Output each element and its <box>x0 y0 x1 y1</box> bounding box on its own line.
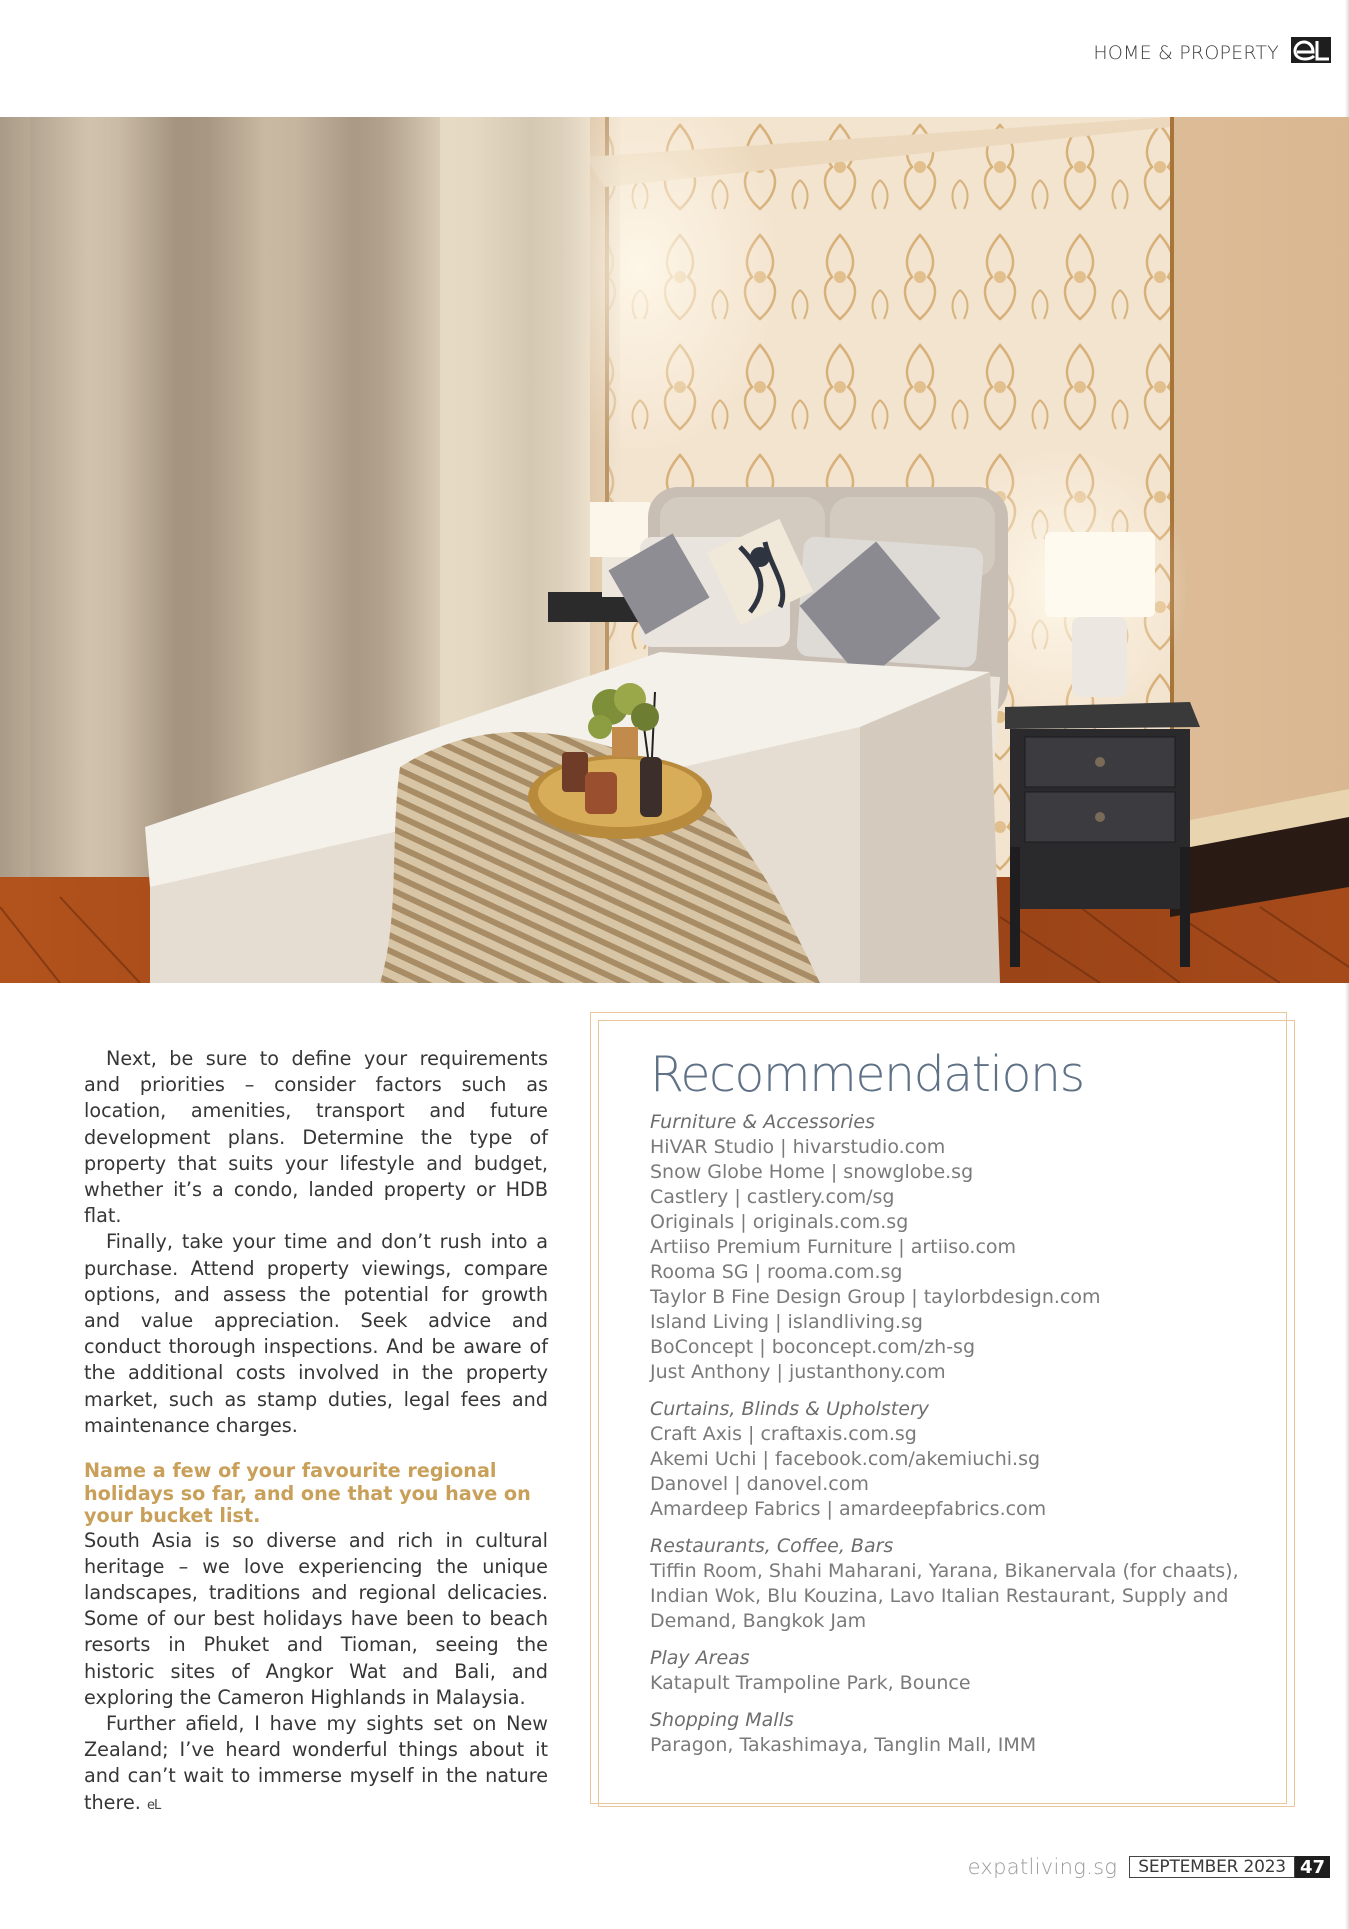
interview-question: Name a few of your favourite regional holidays so far, and one that you have on your bucket list. <box>84 1459 531 1528</box>
rec-item: Taylor B Fine Design Group | taylorbdesign.com <box>650 1286 1101 1308</box>
page-header <box>1093 30 1331 70</box>
rec-item: HiVAR Studio | hivarstudio.com <box>650 1136 946 1158</box>
rec-item: Amardeep Fabrics | amardeepfabrics.com <box>650 1498 1047 1520</box>
rec-item: Paragon, Takashimaya, Tanglin Mall, IMM <box>650 1734 1037 1756</box>
recommendations-title: Recommendations <box>650 1046 1084 1103</box>
rec-item: Danovel | danovel.com <box>650 1473 869 1495</box>
rec-item: Katapult Trampoline Park, Bounce <box>650 1672 971 1694</box>
article-body <box>84 1046 548 1819</box>
article-paragraph: Finally, take your time and don’t rush into a purchase. Attend property viewings, compare options, and assess the potential for growth and value appreciation. Seek advice and conduct thorough inspections. And be aware of the additional costs involved in the property market, such as stamp duties, legal fees and maintenance charges. <box>84 1230 548 1437</box>
rec-item: Tiffin Room, Shahi Maharani, Yarana, Bikanervala (for chaats), Indian Wok, Blu Kouzina, Lavo Italian Restaurant, Supply and Demand, Bangkok Jam <box>650 1560 1239 1632</box>
rec-category: Shopping Malls <box>650 1709 794 1731</box>
rec-group-shopping-malls <box>650 1708 1270 1758</box>
rec-group-furniture <box>650 1110 1270 1385</box>
rec-category: Furniture & Accessories <box>650 1111 875 1133</box>
recommendations-box <box>650 1046 1270 1770</box>
rec-group-curtains <box>650 1397 1270 1522</box>
rec-item: Craft Axis | craftaxis.com.sg <box>650 1423 917 1445</box>
page-number: 47 <box>1295 1856 1330 1878</box>
rec-item: Originals | originals.com.sg <box>650 1211 909 1233</box>
answer-text: Further afield, I have my sights set on New Zealand; I’ve heard wonderful things about it and can’t wait to immerse myself in the nature there. <box>84 1711 548 1814</box>
rec-item: Akemi Uchi | facebook.com/akemiuchi.sg <box>650 1448 1041 1470</box>
rec-category: Restaurants, Coffee, Bars <box>650 1535 894 1557</box>
issue-date: SEPTEMBER 2023 <box>1129 1856 1295 1878</box>
rec-category: Curtains, Blinds & Upholstery <box>650 1398 930 1420</box>
bedroom-photo <box>0 117 1349 983</box>
rec-item: Island Living | islandliving.sg <box>650 1311 923 1333</box>
interview-answer <box>84 1711 548 1819</box>
rec-group-restaurants <box>650 1534 1270 1634</box>
rec-item: BoConcept | boconcept.com/zh-sg <box>650 1336 976 1358</box>
rec-item: Artiiso Premium Furniture | artiiso.com <box>650 1236 1017 1258</box>
expat-living-logo-icon <box>1291 37 1331 63</box>
website-label: expatliving.sg <box>967 1855 1118 1879</box>
rec-item: Castlery | castlery.com/sg <box>650 1186 895 1208</box>
article-paragraph: Next, be sure to define your requirements and priorities – consider factors such as location, amenities, transport and future development plans. Determine the type of property that suits your lifestyle and budget, whether it’s a condo, landed property or HDB flat. <box>84 1047 548 1228</box>
page-footer <box>968 1855 1330 1879</box>
section-label: HOME & PROPERTY <box>1093 42 1279 64</box>
rec-item: Rooma SG | rooma.com.sg <box>650 1261 903 1283</box>
end-mark-icon: eL <box>146 1797 161 1813</box>
rec-category: Play Areas <box>650 1647 750 1669</box>
rec-item: Just Anthony | justanthony.com <box>650 1361 946 1383</box>
rec-group-play-areas <box>650 1646 1270 1696</box>
rec-item: Snow Globe Home | snowglobe.sg <box>650 1161 974 1183</box>
interview-answer: South Asia is so diverse and rich in cultural heritage – we love experiencing the unique landscapes, traditions and regional delicacies. Some of our best holidays have been to beach resorts in Phuket and Tioman, seeing the historic sites of Angkor Wat and Bali, and exploring the Cameron Highlands in Malaysia. <box>84 1528 548 1709</box>
